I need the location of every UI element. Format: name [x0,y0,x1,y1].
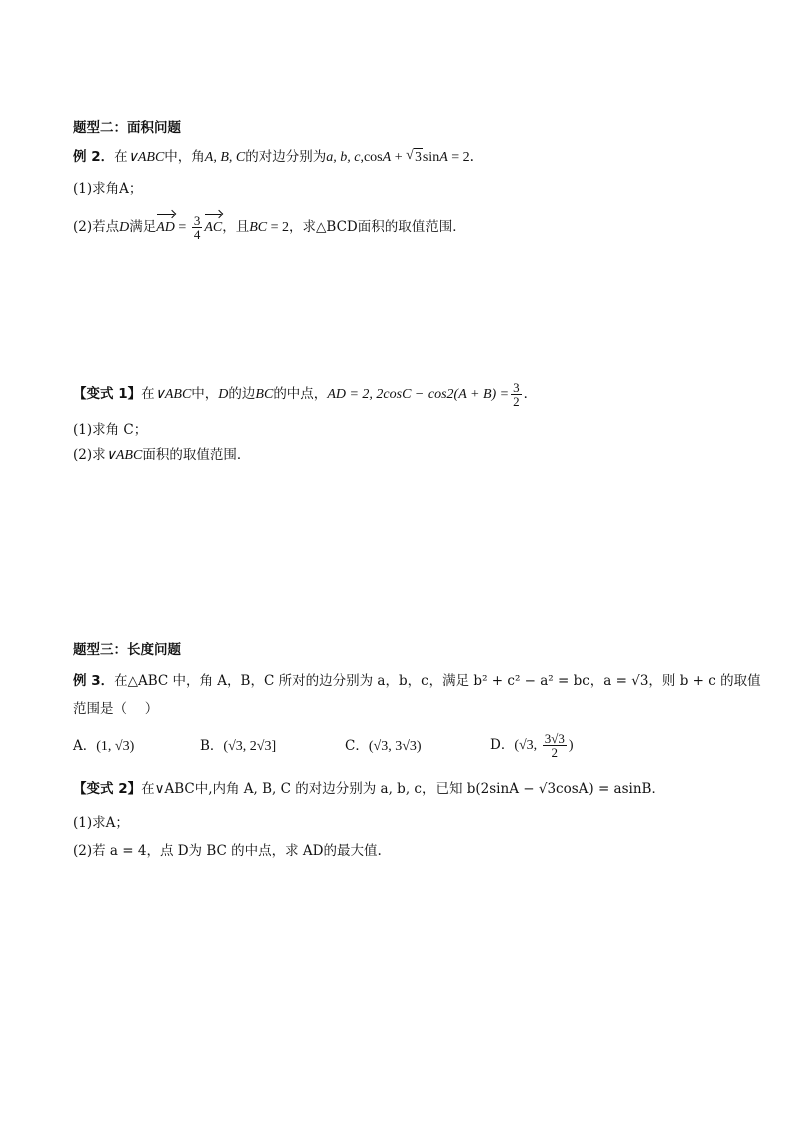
variant-2-label: 【变式 2】 [73,781,142,797]
vector-ac: AC [204,218,222,238]
variant-1-question-1: (1)求角 C； [73,422,148,438]
option-a[interactable]: A．(1, √3) [73,738,135,754]
example-3-statement: 例 3．在△ABC 中，角 A，B，C 所对的边分别为 a，b，c，满足 b² + c² − a² = bc，a = √3，则 b + c 的取值 [73,673,761,689]
example-3-statement-cont: 范围是（ ） [73,701,159,717]
vector-ad: AD [156,218,175,238]
example-2-label: 例 2． [73,149,115,165]
variant-2-question-2: (2)若 a = 4，点 D为 BC 的中点，求 AD的最大值. [73,843,382,859]
fraction-three-halves: $\frac{3}{2}$ [513,380,520,409]
option-b[interactable]: B．(√3, 2√3] [200,738,277,754]
example-2-statement: 例 2．在∨ABC中，角A, B, C的对边分别为a, b, c,cosA + √ 3sinA = 2． [73,147,484,168]
fraction-three-root-three-halves: $\frac{3√3}{2}$ [544,731,565,760]
option-d[interactable]: D．(√3, $\frac{3√3}{2}$ ) [490,731,574,760]
example-3-label: 例 3． [73,673,115,689]
example-2-question-2: (2)若点D满足AD = $\frac{3}{4}$ AC，且BC = 2，求△BCD面积的取值范围． [73,213,466,242]
section-heading-area: 题型二：面积问题 [73,120,181,136]
variant-1-question-2: (2)求∨ABC面积的取值范围． [73,447,251,463]
variant-2-statement: 【变式 2】在∨ABC中,内角 A, B, C 的对边分别为 a, b, c，已知 b(2sinA − √3cosA) = asinB． [73,781,665,797]
section-heading-length: 题型三：长度问题 [73,642,181,658]
example-2-question-1: (1)求角A； [73,181,143,197]
fraction-three-quarters: $\frac{3}{4}$ [193,213,201,242]
variant-1-statement: 【变式 1】在∨ABC中，D的边BC的中点，AD = 2, 2cosC − cos2(A + B) = $\frac{3}{2}$ ． [73,380,538,409]
triangle-abc: ∨ABC [127,150,165,165]
variant-2-question-1: (1)求A； [73,815,129,831]
variant-1-label: 【变式 1】 [73,386,142,402]
option-c[interactable]: C．(√3, 3√3) [345,738,422,754]
